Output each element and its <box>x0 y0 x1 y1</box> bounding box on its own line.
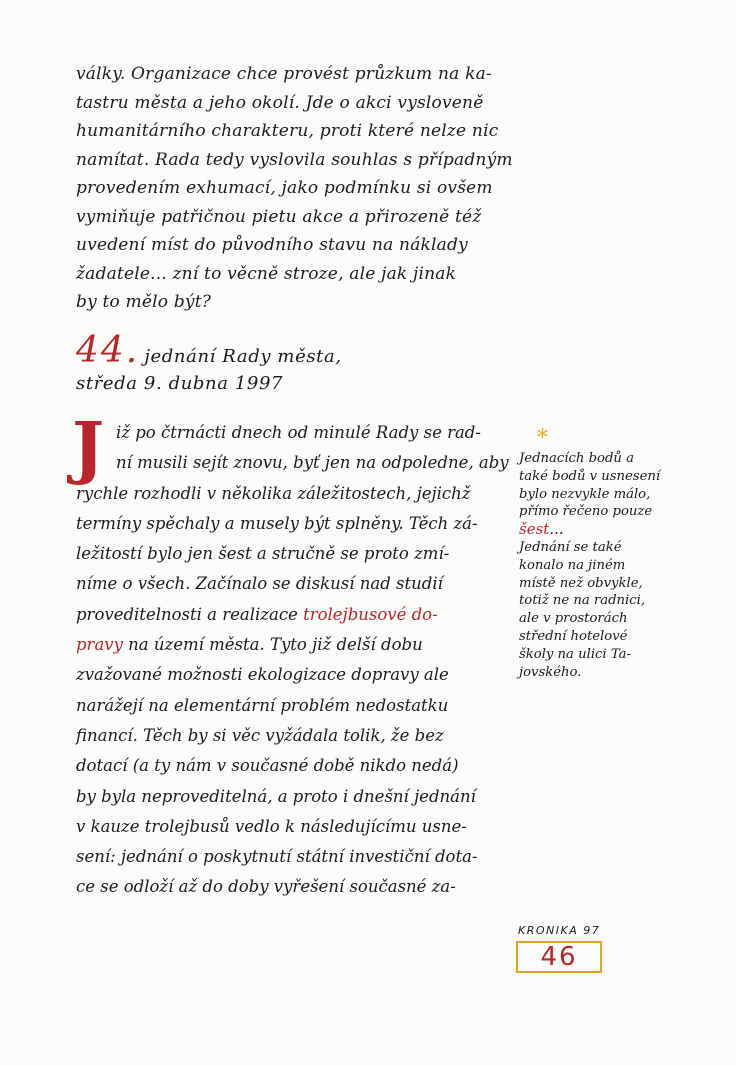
highlighted-text: šest <box>519 520 550 539</box>
text-run: místě než obvykle, <box>519 575 643 591</box>
text-run: termíny spěchaly a musely být splněny. Těch zá- <box>76 513 478 533</box>
text-line <box>72 782 512 812</box>
text-line <box>72 448 512 478</box>
text-line <box>72 539 512 569</box>
text-line <box>72 418 512 448</box>
text-line <box>519 450 729 468</box>
highlighted-text: trolejbusové do- <box>303 604 438 624</box>
text-line <box>72 630 512 660</box>
intro-line: žadatele... zní to věcně stroze, ale jak jinak <box>76 263 457 284</box>
text-line <box>519 468 729 486</box>
intro-paragraph <box>76 60 513 317</box>
intro-line: uvedení míst do původního stavu na náklady <box>76 235 468 255</box>
text-run: by byla neproveditelná, a proto i dnešní jednání <box>76 786 476 806</box>
text-run: Jednání se také <box>519 539 622 555</box>
text-line <box>519 610 729 628</box>
text-line <box>72 569 512 599</box>
text-line <box>519 575 729 593</box>
session-number: 44. <box>76 330 140 371</box>
intro-line: humanitárního charakteru, proti které nelze nic <box>76 121 499 141</box>
text-line <box>72 842 512 872</box>
drop-cap: J <box>72 408 105 488</box>
text-run: zvažované možnosti ekologizace dopravy ale <box>76 665 449 685</box>
text-run: bylo nezvykle málo, <box>519 486 651 502</box>
asterisk-icon: * <box>537 426 548 451</box>
text-line <box>72 751 512 781</box>
intro-line: provedením exhumací, jako podmínku si ovšem <box>76 178 493 198</box>
text-run: sení: jednání o poskytnutí státní investiční dota- <box>76 847 478 867</box>
text-run: přímo řečeno pouze <box>519 504 653 520</box>
text-run: ce se odloží až do doby vyřešení současné za- <box>76 877 456 897</box>
text-run: Jednacích bodů a <box>519 451 634 466</box>
text-run: ležitostí bylo jen šest a stručně se proto zmí- <box>76 544 450 564</box>
text-run: jovského. <box>519 664 582 680</box>
text-line <box>72 479 512 509</box>
text-run: níme o všech. Začínalo se diskusí nad studií <box>76 574 443 594</box>
session-heading <box>76 330 342 394</box>
text-line <box>72 812 512 842</box>
intro-line: by to mělo být? <box>76 292 212 312</box>
intro-line: tastru města a jeho okolí. Jde o akci vysloveně <box>76 92 484 113</box>
text-run: ... <box>549 520 564 539</box>
text-run: rychle rozhodli v několika záležitostech, jejichž <box>76 483 471 503</box>
text-run: konalo na jiném <box>519 557 626 573</box>
session-title: jednání Rady města, <box>144 346 342 367</box>
text-run: v kauze trolejbusů vedlo k následujícímu usne- <box>76 816 467 836</box>
text-run: proveditelnosti a realizace <box>76 604 304 624</box>
main-lines <box>72 408 512 903</box>
text-run: střední hotelové <box>519 628 628 644</box>
highlighted-text: pravy <box>76 635 123 655</box>
text-line <box>519 557 729 575</box>
main-paragraph <box>72 408 512 903</box>
intro-line: války. Organizace chce provést průzkum na ka- <box>76 64 492 84</box>
text-line <box>72 872 512 902</box>
text-line <box>519 628 729 646</box>
text-run: školy na ulici Ta- <box>519 646 631 662</box>
text-line <box>519 646 729 664</box>
text-run: ale v prostorách <box>519 611 628 627</box>
page-footer <box>516 924 606 973</box>
text-line <box>519 592 729 610</box>
text-line <box>72 600 512 630</box>
text-run: narážejí na elementární problém nedostatku <box>76 695 449 715</box>
text-line <box>519 521 729 539</box>
side-note-lines <box>519 450 729 681</box>
page-number: 46 <box>540 942 578 972</box>
side-note <box>519 428 729 681</box>
chronicle-label: KRONIKA 97 <box>518 924 601 937</box>
text-run: financí. Těch by si věc vyžádala tolik, že bez <box>76 725 444 745</box>
text-run: také bodů v usnesení <box>519 468 661 484</box>
text-run: dotací (a ty nám v současné době nikdo nedá) <box>76 756 459 776</box>
page-number-box <box>516 941 602 973</box>
text-line <box>72 660 512 690</box>
text-run: ní musili sejít znovu, byť jen na odpoledne, aby <box>116 453 509 473</box>
text-line <box>72 691 512 721</box>
text-line <box>72 509 512 539</box>
text-line <box>519 503 729 521</box>
text-line <box>72 721 512 751</box>
text-line <box>519 486 729 504</box>
text-line <box>519 664 729 682</box>
text-run: na území města. Tyto již delší dobu <box>122 635 423 655</box>
intro-line: namítat. Rada tedy vyslovila souhlas s případným <box>76 149 513 170</box>
session-date: středa 9. dubna 1997 <box>76 373 284 394</box>
text-run: totiž ne na radnici, <box>519 593 646 609</box>
intro-line: vymiňuje patřičnou pietu akce a přirozeně též <box>76 206 482 227</box>
text-line <box>519 539 729 557</box>
text-run: iž po čtrnácti dnech od minulé Rady se rad- <box>116 423 481 442</box>
